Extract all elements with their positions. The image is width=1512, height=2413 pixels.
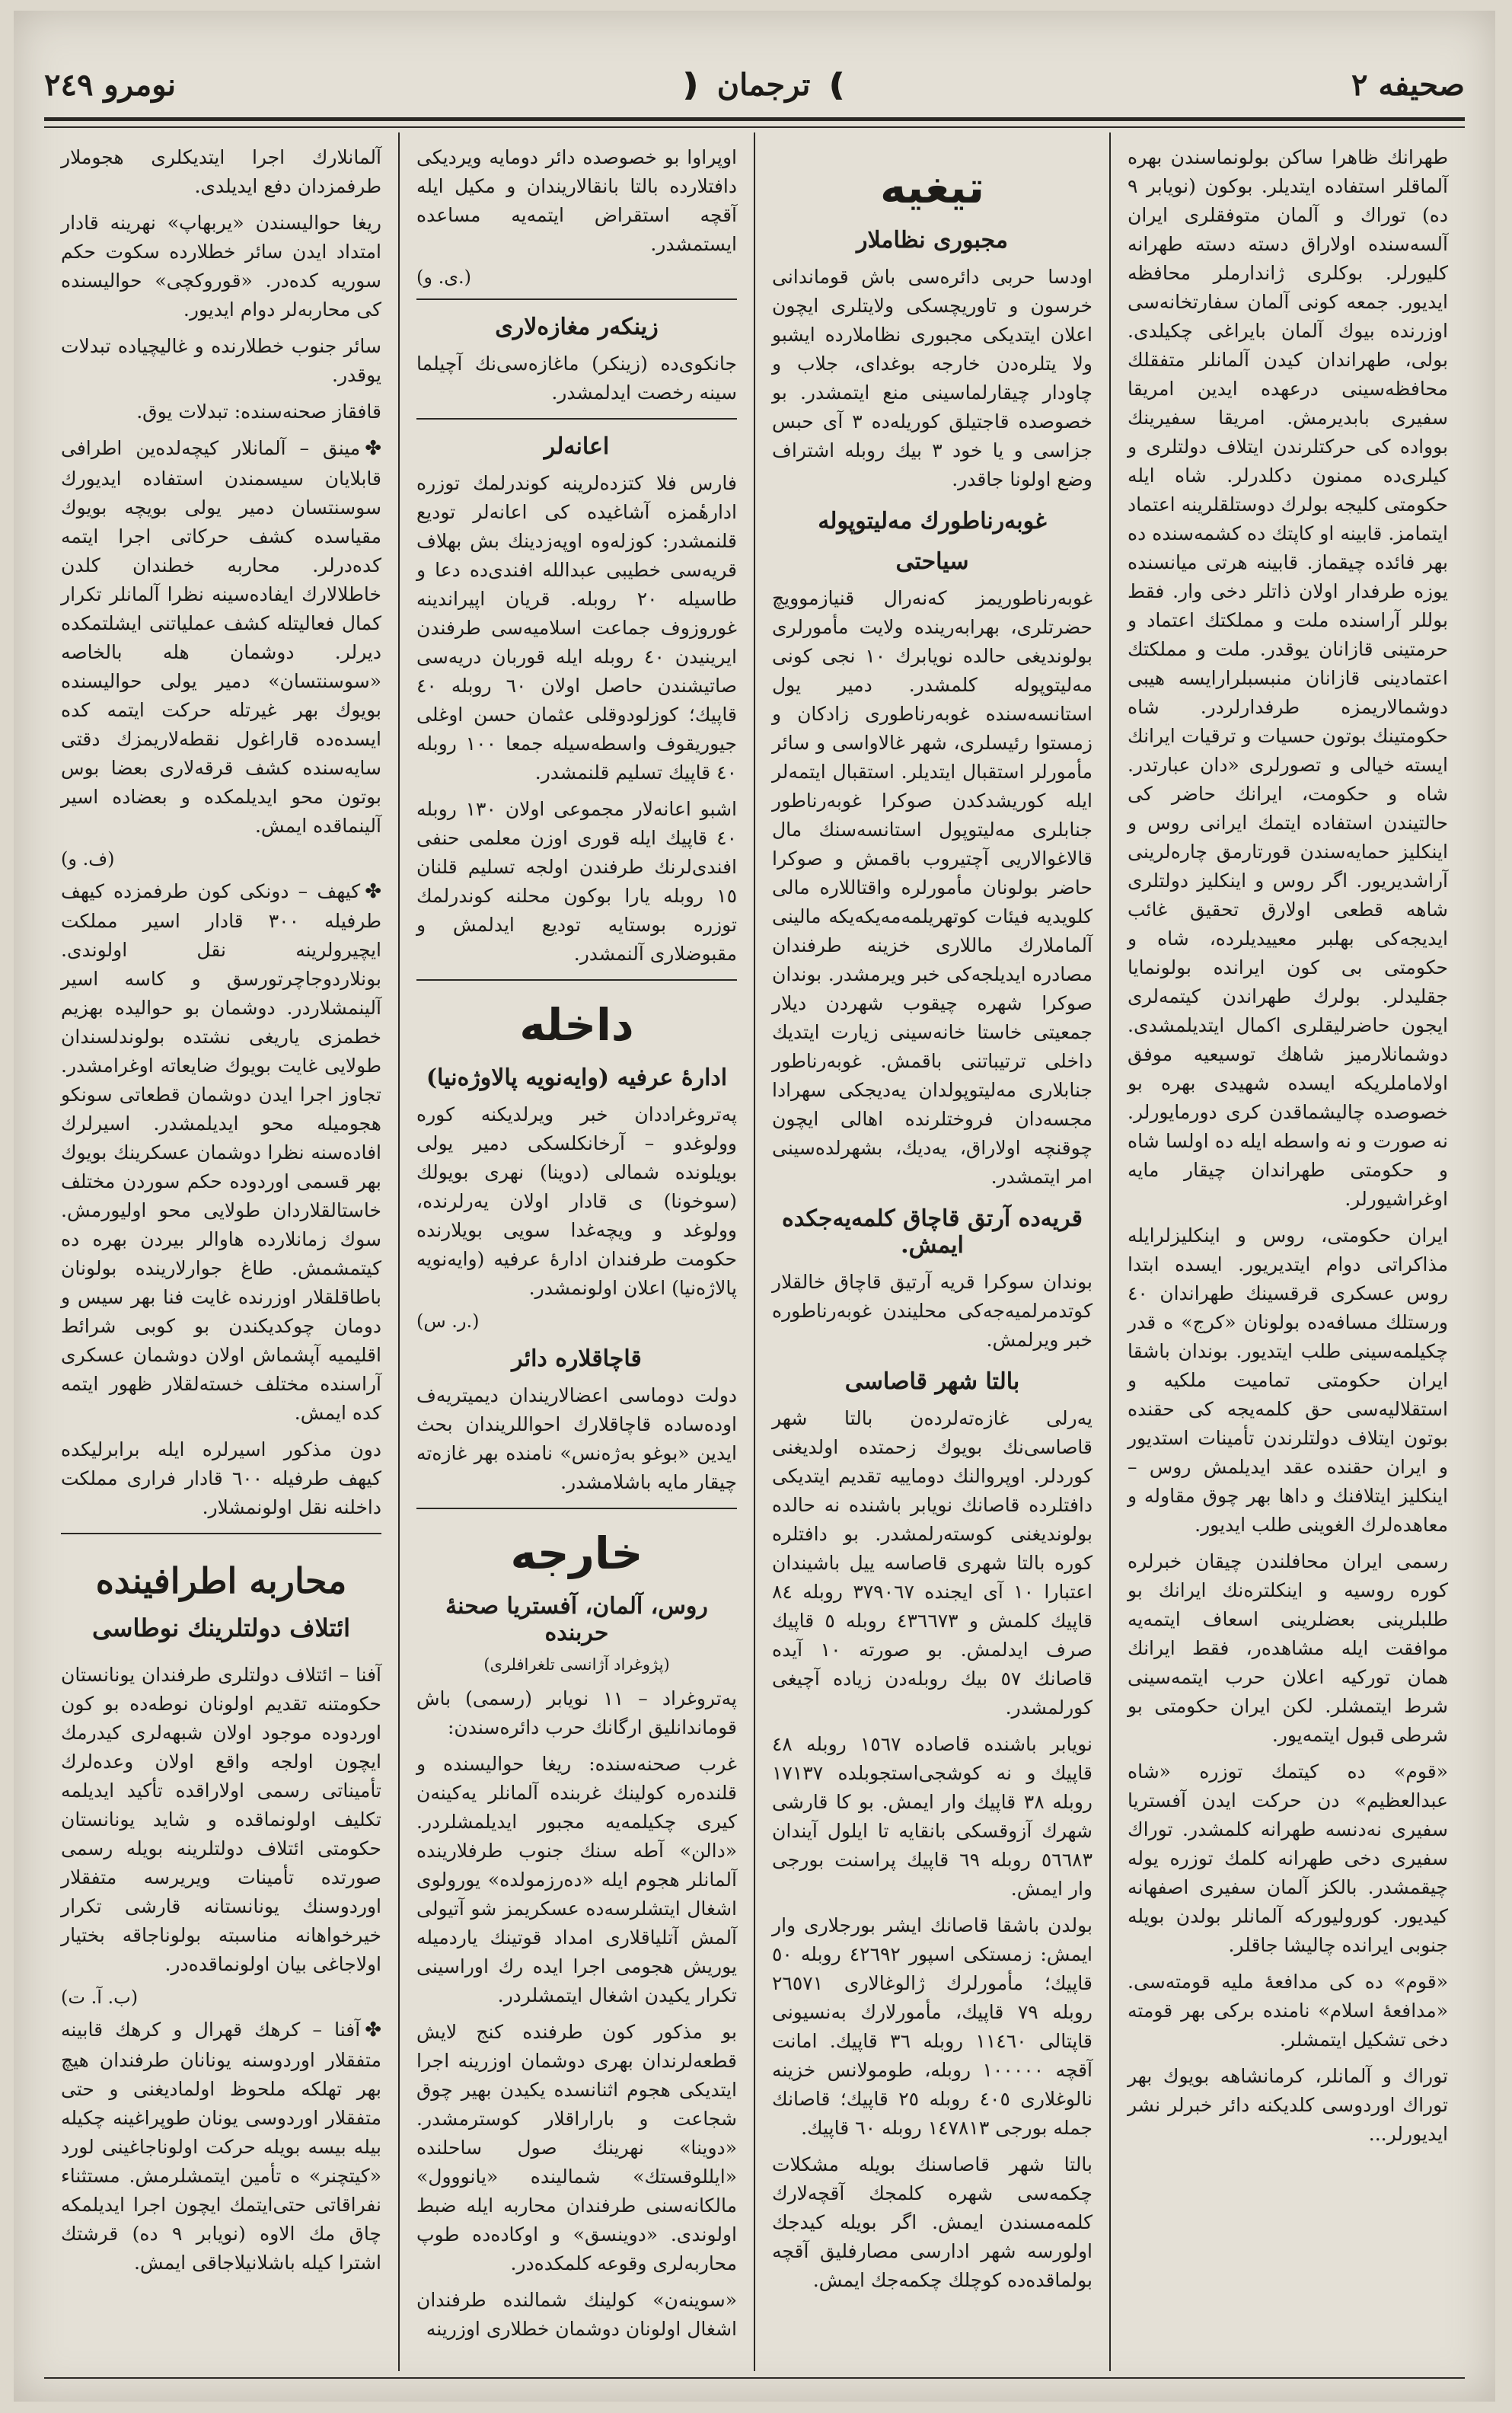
article-heading: روس، آلمان، آفستریا صحنهٔ حربنده <box>445 1593 708 1646</box>
article-text: جانكوی‌ده (زینكر) ماغازه‌سی‌نك آچیلما سینه رخصت ایدلمشدر. <box>416 353 737 404</box>
article-heading: غوبه‌رناطورك مه‌لیتوپوله <box>818 508 1047 535</box>
article-text: نویابر باشنده قاصاده ۱٥٦۷ روبله ٤۸ قاپیك و نه كوشجی‌استجوبلده ۱۷۱۳۷ روبله ۳۸ قاپیك وار ایمش. بو كا قارشی شهرك آزوقسكی بانقایه تا ایلول آیندان ٥٦٦۸۳ روبله ٦۹ قاپیك پراسنت بورجی وار ایمش. <box>772 1733 1093 1900</box>
column-3 <box>398 132 754 2371</box>
masthead-title: ترجمان <box>716 66 811 103</box>
footer-rule <box>44 2377 1465 2379</box>
leaf-ornament-icon: ✤ <box>365 2019 381 2042</box>
article-text: بوندان سوكرا قریه آرتیق قاچاق خالقلار كوتدمرلمیه‌جه‌كی محلیندن غوبه‌رناطوره خبر ویرلمش. <box>772 1271 1093 1351</box>
section-banner: تیغیه <box>879 161 985 213</box>
article-text: سائر جنوب خطلارنده و غالیچیاده تبدلات یوقدر. <box>61 335 381 386</box>
article-text: آلمانلارك اجرا ایتدیكلری هجوملار طرفمزدان دفع ایدیلدی. <box>61 146 381 197</box>
article-heading: قریه‌ده آرتق قاچاق كلمه‌یه‌جكده ایمش. <box>781 1205 1083 1259</box>
article-text-body: مینق – آلمانلار كیچه‌لده‌ین اطرافی قابلایان سیسمندن استفاده ایدیورك سوسنتسان دمیر یولی بویچه بویوك مقیاسده كشف حركاتی اجرا ایتمه كده‌درلر. محاربه خطندان كلدن خاطلالارك ایفاده‌سینه نظرا آلمانلر تكرار كمال فعالیتله كشف عملیاتنی ایشلتمكده دیرلر. دوشمان هله بالخاصه «سوسنتسان» دمیر یولی حوالیسنده بویوك بهر غیرتله حركت ایتمه كده ایسده‌ده قاراغول نقطه‌لاریمزك دقتی سایه‌سنده كشف قرقه‌لاری بعضا بوس بوتون محو ایدیلمكده و بعضاده اسیر آلینماقده ایمش. <box>61 437 381 837</box>
article-signature: (ب. آ. ت) <box>61 1987 139 2009</box>
divider <box>416 1508 737 1509</box>
page-header <box>44 58 1465 111</box>
header-rule <box>44 117 1465 121</box>
article-text: بو مذكور كون طرفنده كنج لایش قطعه‌لرندان بهری دوشمان اوزرینه اجرا ایتدیكی هجوم اثنانسده یكیدن بهیر چوق شجاعت و باراراقلار كوسترمشدر. «دوینا» نهرینك صول ساحلنده «ایللوقستك» شمالینده «یانووول» مالكانه‌سنی طرفندان محاربه ایله ضبط اولوندی. «دوینسق» و اوكاده‌ده طوپ محاربه‌لری وقوعه كلمكده‌در. <box>416 2021 737 2274</box>
article-text: دولت دوماسی اعضالاریندان دیمیتریه‌ف اوده‌ساده قاچاقلارك احواللریندان بحث ایدین «بوغو به‌ژه‌نس» نامنده بهر غازه‌ته چیقار مایه باشلامشدر. <box>416 1384 737 1493</box>
divider <box>416 298 737 300</box>
masthead-ornament-right: ❫ <box>824 66 850 103</box>
column-4 <box>44 132 398 2371</box>
article-text: بولدن باشقا قاصانك ایشر بورجلاری وار ایمش: زمستكی اسپور ٤۲٦۹۲ روبله ٥٠ قاپیك؛ مأمورلرك ژالوغالاری ۲٦٥۷۱ روبله ۷۹ قاپیك، مأمورلارك به‌نسیونی قاپتالی ۱۱٤٦٠ روبله ۳٦ قاپیك. امانت آقچه ۱٠٠٠٠٠ روبله، طومولانس خزینه نالوغلاری ٤٠٥ روبله ۲٥ قاپیك؛ قاصانك جمله بورجی ۱٤۷۸۱۳ روبله ٦٠ قاپیك. <box>772 1914 1093 2139</box>
article-heading: قاچاقلاره دائر <box>512 1345 642 1372</box>
article-signature: (ف. و) <box>61 847 115 870</box>
leaf-ornament-icon: ✤ <box>365 879 381 903</box>
article-text: په‌تروغراددان خبر ویرلدیكنه كوره وولوغدو – آرخانكلسكی دمیر یولی بویلونده شمالی (دوینا) نهری بویولك (سوخونا) ی قادار اولان یه‌رلرنده، وولوغد و ویچه‌غدا سویی بویلارنده حكومت طرفندان ادارهٔ عرفیه (وایه‌نویه پالاژه‌نیا) اعلان اولونمشدر. <box>416 1103 737 1299</box>
divider <box>61 1533 381 1534</box>
masthead-ornament-left: ❪ <box>678 66 703 103</box>
column-1 <box>1109 132 1465 2371</box>
masthead <box>678 67 850 103</box>
article-text: ریغا حوالیسندن «یربهاپ» نهرینه قادار امتداد ایدن سائر خطلارده سكوت حكم سوریه كده‌در. «قوروكچی» حوالیسنده كی محاربه‌لر دوام ایدیور. <box>61 212 381 321</box>
article-heading: ائتلاف دولتلرینك نوطاسی <box>91 1613 351 1643</box>
article-text <box>61 434 381 841</box>
article-text: غرب صحنه‌سنده: ریغا حوالیسنده و قلنده‌ره كولینك غربنده آلمانلر یه‌كینه‌ن كیری چكیلمه‌یه مجبور ایدیلمشلردر. «دالن» آطه سنك جنوب طرفلارینده آلمانلر هجوم ایله «ده‌رزمولده» یورولوی اشغال ایتشلرسه‌ده عسكریمز شو آتیولی آلمش آتلیاقلاری امداد قوتینك یاردمیله یوریش هجومی اجرا ایده رك اوراسینی تكرار یكیدن اشغال ایتمشلردر. <box>416 1753 737 2006</box>
article-heading: اعانه‌لر <box>544 433 610 460</box>
article-text-body: آفنا – كرهك قهرال و كرهك قابینه متفقلار اوردوسنه یونانان طرفندان هیچ بهر تهلكه ملحوظ اولمادیغنی و حتی متفقلار اوردوسی یونان طوپراغینه چكیله بیله بیسه بویله حركت اولوناجاغینی لورد «كیتچنر» ه تأمین ایتمشلرمش. مستثناء نفراقاتی حتی‌ایتمك ایچون اجرا ایدیلمكه چاق مك الاوه (نویابر ۹ ده) قرشتك اشترا كیله باشلانیلاجاقی ایمش. <box>61 2019 382 2274</box>
article-heading: سیاحتی <box>895 548 969 575</box>
article-text: په‌تروغراد – ۱۱ نویابر (رسمی) باش قوماندانلیق ارگانك حرب دائره‌سندن: <box>416 1687 738 1738</box>
issue-number: نومرو ۲٤۹ <box>44 66 177 103</box>
article-text <box>61 877 381 1428</box>
leaf-ornament-icon: ✤ <box>365 437 381 460</box>
article-text: «قوم» ده كی مدافعهٔ ملیه قومته‌سی. «مدافعهٔ اسلام» نامنده بركی بهر قومته دخی تشكیل ایتمشلر. <box>1128 1971 1448 2051</box>
article-text: آفنا – ائتلاف دولتلری طرفندان یونانستان حكومتنه تقدیم اولونان نوطه‌ده بو كون اوردوده موجود اولان شبهه‌لری كیدرمك ایچون اولجه واقع اولان وعده‌لرك تأمیناتی رسمی اولاراقده تأكید ایدیلمه تكلیف اولونماقده و شاید یونانستان حكومتی ائتلاف دولتلرینه بویله رسمی صورتده تأمینات ویریرسه متفقلار اوردوسنك یونانستانه قارشی تكرار خیرخواهانه مناسبته بولوناجاقه بختیار اولاجاغی بیان اولونماقده‌در. <box>61 1664 381 1976</box>
newspaper-page <box>14 11 1495 2402</box>
article-text: رسمی ایران محافلندن چیقان خبرلره كوره روسیه و اینكلتره‌نك ایرانك بو طلبلرینی بعضلرینی اسعاف ایتمه‌یه موافقت ایله مشاهده‌ر، فقط ایرانك همان توركیه اعلان حرب ایتمه‌سینی شرط ایتمشلر. لكن ایران حكومتی بو شرطی قبول ایتمه‌یور. <box>1128 1550 1448 1746</box>
article-text: طهرانك ظاهرا ساكن بولونماسندن بهره آلماقلر استفاده ایتدیلر. بوكون (نویابر ۹ ده) توراك و آلمان متوفقلری ایران آلسه‌سنده اولاراق دسته دسته طهرانه كلیورلر. بوكلری ژاندارملر محافظه ایدیور. جمعه كونی آلمان سفارتخانه‌سی اوزرنده بیوك آلمان بایراغی چكیلدی. بولی، طهراندان كیدن آلمانلر متفقلك محافظه‌سینی درعهده ایدین امریقا سفیری بابدیرمش. امریقا سفیرینك بوواده كی حركتلرندن ایتلاف دولتلری و كیلری‌ده ممنون دكلدرلر. شاه ایله حكومتی كلیجه بولرك دوستلقلرینه اعتماد ایتمامز. قابینه او كاپتك ده كشمه‌سنده ده بهر فائده چیقماز. قابینه هرتی میانسنده یوزه طرفدار اولان ذاتلر دخی وار. فقط بوللر آراسنده ملت و مملكتك اعتماد و حرمتینی قازانان یوقدر. ملت و مملكتك اعتمادینی قازانان منبسبلر‌ارا‌یسه هیبی دوشمالاریمزه طرفدارلردر. شاه حكومتینك بوتون حسیات و ترقیات ایرانك ایسته خیالی و تصورلری «دان عبارتدر. شاه و حكومت، ایرانك حاضر كی حالتیندن استفاده ایتمك ایرانی روس و اینكلیز حمایه‌سندن قورتارمق چاره‌لرینی آراشدیریور. اگر روس و اینكلیز دولتلری شاهه قطعی اولارق تحقیق غائب ایدیجه‌كی بهلبر معییدیلرده، شاه و حكومتی بی كون ایرانده بولونمایا جقلیدلر. بولرك طهراندن كیتمه‌لری ایجون حاضرلیقلری اكمال ایتدیلمشدی. دوشمانلارمیز شاهك توسیعیه موفق اولاماملریكه ایسده شهیدی بهره بو خصوصده چالیشماقدن كری دورمایورلر. نه صورت و نه واسطه ایله ده اولسا شاه و حكومتی طهراندان چیقار مایه اوغراشیورلر. <box>1128 146 1448 1210</box>
column-2 <box>754 132 1109 2371</box>
article-text: ایران حكومتی، روس و اینكلیزلرایله مذاكراتی دوام ایتدیریور. ایسده ابتدا روس عسكری قرقسینك طهراندان ٤٠ ورستلك مسافه‌ده بولونان «كرج» ه قدر چكیلمه‌سینی طلب ایتدیور. بوندان باشقا ایران حكومتی تمامیت ملكیه و استقلالیه‌سی حق كلمه‌یجه كی حقنده بوتون ایتلاف دولتلرندن تأمینات استدیور و ایران حقنده عقد ایدیلمش روس – اینكلیز ایتلافنك و داها بهر چوق مقاوله و معاهده‌لرك الغوینی طلب ایدیور. <box>1128 1224 1448 1536</box>
article-text: دون مذكور اسیرلره ایله برابرلیكده كیهف طرفیله ٦٠٠ قادار فراری مملكت داخلنه نقل اولونمشلار. <box>61 1438 382 1519</box>
divider <box>416 979 737 981</box>
divider <box>416 418 737 420</box>
article-text: فارس فلا كتزده‌لرینه كوندرلمك توزره ادارهٔمزه آشاغیده كی اعانه‌لر تودیع قلنمشدر: كوزله‌وه اوپه‌زدینك بش بهلاف قریه‌سی خطیبی عبدالله افندی‌ده دعا و طاسیله ۲٠ روبله. قریان اپیراندینه غوروزوف جماعت اسلامیه‌سی طرفندن ایرینیدن ٤٠ روبله ایله قوربان دریه‌سی صاتیشندن حاصل اولان ٦٠ روبله ٤٠ قاپیك؛ كوزلودوقلی عثمان حسن اوغلی جیوریقوف واسطه‌سیله جمعا ۱٠٠ روبله ٤٠ قاپیك تسلیم قلنمشدر. <box>416 472 737 784</box>
article-text: قافقاز صحنه‌سنده: تبدلات یوق. <box>136 401 381 423</box>
article-text: بالتا شهر قاصاسنك بویله مشكلات چكمه‌سی شهره كلمجك آقچه‌لارك كلمه‌مسندن ایمش. اگر بویله كیدجك اولورسه شهر ادارسی مصارفلیق آقچه بولماقده‌ده كوچلك چكمه‌جك ایمش. <box>772 2153 1093 2291</box>
article-text: «قوم» ده كیتمك توزره «شاه عبدالعظیم» دن حركت ایدن آفستریا سفیری نه‌دنسه طهرانه كلمشدر. توراك سفیری دخی طهرانه كلمك توزره یوله چیقمشدر. بالكز آلمان سفیری اصفهانه كیدیور. كورولیوركه آلمانلر بولدن بویله جنوبی ایرانده چالیشا جاقلر. <box>1128 1760 1448 1956</box>
article-heading: مجبوری نظاملار <box>856 227 1008 254</box>
article-signature: (ر. س.) <box>416 1310 480 1332</box>
section-banner: خارجه <box>510 1527 643 1579</box>
header-rule-thin <box>44 126 1465 128</box>
article-text <box>61 2016 381 2277</box>
article-heading: بالتا شهر قاصاسی <box>844 1368 1020 1395</box>
article-heading: زینكه‌ر مغازه‌لاری <box>495 314 659 340</box>
article-text: اشبو اعانه‌لار مجموعی اولان ۱۳٠ روبله ٤٠ قاپیك ایله قوری اوزن معلمی حنفی افندی‌لرنك طرفندن اولجه تسلیم قلنان ۱٥ روبله یارا بوكون محلنه كوندرلمك توزره بوستایه تودیع ایدلمش و مقبوضلاری آلنمشدر. <box>416 798 737 965</box>
article-text-body: كیهف – دونكی كون طرفمزده كیهف طرفیله ۳٠٠ قادار اسیر مملكت ایچیرولرینه نقل اولوندی. بونلاردوجاچرتورسق و كاسه اسیر آلینمشلاردر. دوشمان بو حوالیده بهزیم خطمزی یاریغی نشتده بولوندلسندان طولایی غایت بویوك ضایعاته اوغرامشدر. تجاوز اجرا ایدن دوشمان قطعاتی سونكو هجومیله محو ایدیلمشدر. اسیرلرك افاده‌سنه نظرا دوشمان عسكرینك بویوك بهر قسمی اوردوده حكم سوردن مختلف خاستالقلاردان طولایی محو اولیورمش. سوك زمانلارده هاوالر بیردن بهره ده كیتمشمش. طاغ جوارلارینده بولونان باطاقلقلار اوزرنده غایت فنا بهر سیس و دومان چوكدیكندن بو كوبی شرائط اقلیمیه آپشماش اولان دوشمان عسكری آراسنده مختلف خسته‌لقلار ظهور ایتمه كده ایمش. <box>61 879 381 1425</box>
section-banner: داخله <box>519 999 634 1051</box>
article-heading: ادارهٔ عرفیه (وایه‌نویه پالاوژه‌نیا) <box>426 1064 728 1091</box>
article-text: یه‌رلی غازه‌ته‌لرده‌ن بالتا شهر قاصاسی‌نك بویوك زحمتده اولدیغنی كوردلر. اوپروالنك دوماییه تقدیم ایتدیكی دافتلرده قاصانك نویابر باشنده نه حالده بولوندیغنی كوسته‌رلمشدر. بو دافتلره كوره بالتا شهری قاصاسه ییل باشیندان اعتبارا ۱۰ آی ایجنده ۳۷۹۰٦۷ روبله ۸٤ قاپیك كلمش و ٤۳٦٦۷۳ روبله ٥ قاپیك صرف ایدلمش. بو صورته ۱۰ آیده قاصانك ٥۷ بیك روبله‌دن زیاده آچیغی كورلمشدر. <box>772 1407 1093 1719</box>
article-signature: (ی. و.) <box>416 267 472 288</box>
article-text: «سوینه‌ن» كولینك شمالنده طرفندان اشغال اولونان دوشمان خطلاری اوزرینه <box>416 2289 737 2340</box>
page-number: صحیفه ۲ <box>1351 66 1465 103</box>
article-text: توراك و آلمانلر، كرمانشاهه بویوك بهر توراك اوردوسی كلدیكنه دائر خبرلر نشر ایدیورلر... <box>1128 2065 1448 2145</box>
article-text: اودسا حربی دائره‌سی باش قوماندانی خرسون و تاوریچسكی ولایتلری ایچون اعلان ایتدیكی مجبوری نظاملارده ایشبو ولا یتلره‌دن خارجه بوغدای، جلاب و چاودار چیقارلماسینی منع ایتمشدر. بو خصوصده قاجتیلق كوریله‌ده ۳ آی حبس جزاسی و یا خود ۳ بیك روبله اشتراف وضع اولونا جاقدر. <box>772 266 1093 490</box>
article-text: اوپراوا بو خصوصده دائر دومایه ویردیكی دافتلارده بالتا بانقالاریندان و مكیل ایله آقچه استقراض ایتمه‌یه مساعده ایستمشدر. <box>416 146 737 255</box>
section-heading: محاربه اطرافینده <box>95 1560 347 1602</box>
article-subheading: (پژوغراد آژانسی تلغرافلری) <box>483 1655 670 1674</box>
columns <box>44 132 1465 2371</box>
article-text: غوبه‌رناطوریمز كه‌نه‌رال قنیازموویچ حضرتلری، بهرابه‌رینده ولایت مأمورلری بولوندیغی حالده نویابرك ۱۰ نجی كونی مه‌لیتوپوله كلمشدر. دمیر یول استانسه‌سنده غوبه‌رناطوری زادكان و زمستوا رئیسلری، شهر غالاواسی و سائر مأمورلر استقبال ایتدیلر. استقبال ایتمه‌لر ایله كوریشدكدن صوكرا غوبه‌رناطور جنابلری مه‌لیتوپول استانسه‌سنك مال قالاغوالاریی آچتیروب باقمش و صوكرا حاضر بولونان مأمورلره واقتاللاره مالی كلویدیه فیئات كوتهریلمه‌مه‌یكه‌یكه مالینی آلماملارك ماللاری خزینه طرفندان مصادره ایدیلجه‌كی خبر ویرمشدر. بوندان صوكرا شهره چیقوب شهردن دیلار جمعیتی خاستا خانه‌سینی زیارت ایتدیك داخلی ترتیباتنی باقمش. غوبه‌رناطور جنابلاری مه‌لیتوپولدان یه‌دیجكی سهرادا مجسه‌دان فروختلرنده اهالی ایچون چوقنچه اولاراق، یه‌دیك، بشهرلده‌سینی امر ایتمشدر. <box>772 587 1093 1188</box>
